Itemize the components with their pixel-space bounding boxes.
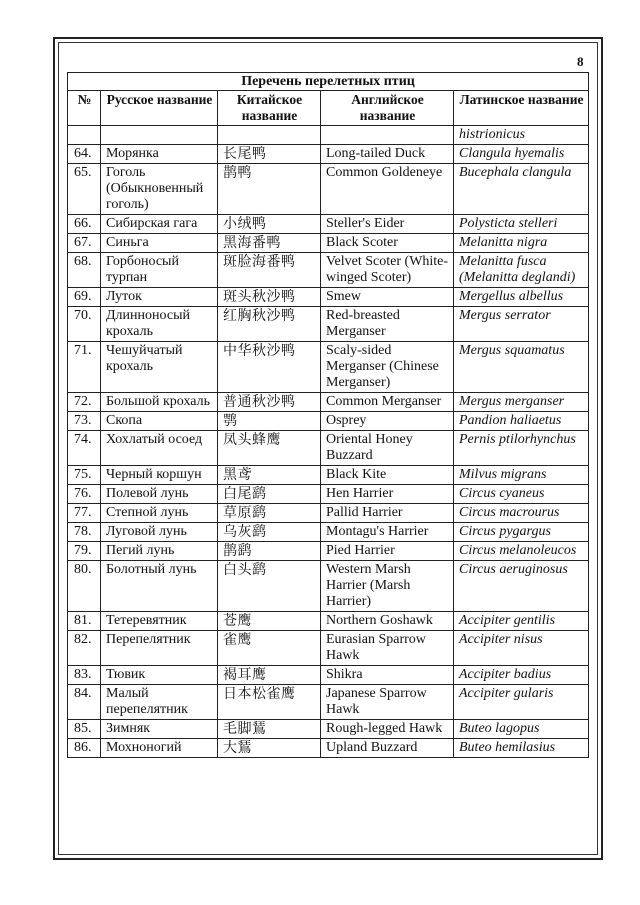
table-row [68, 542, 589, 561]
cell-russian: Синьга [101, 234, 218, 253]
cell-chinese: 斑头秋沙鸭 [218, 288, 321, 307]
cell-latin: Melanitta fusca (Melanitta deglandi) [454, 253, 589, 288]
table-row [68, 215, 589, 234]
cell-latin: Buteo lagopus [454, 720, 589, 739]
cell-num: 81. [68, 612, 101, 631]
cell-russian: Тетеревятник [101, 612, 218, 631]
cell-english: Upland Buzzard [321, 739, 454, 758]
cell-russian: Горбоносый турпан [101, 253, 218, 288]
cell-chinese: 乌灰鹞 [218, 523, 321, 542]
cell-chinese: 白尾鹞 [218, 485, 321, 504]
table-row [68, 485, 589, 504]
cell-russian: Мохноногий [101, 739, 218, 758]
cell-chinese: 白头鹞 [218, 561, 321, 612]
table-row [68, 523, 589, 542]
header-latin: Латинское название [454, 91, 589, 126]
cell-latin: Accipiter gularis [454, 685, 589, 720]
cell-num: 74. [68, 431, 101, 466]
cell-chinese [218, 126, 321, 145]
table-row [68, 342, 589, 393]
cell-english: Eurasian Sparrow Hawk [321, 631, 454, 666]
cell-english: Steller's Eider [321, 215, 454, 234]
cell-english [321, 126, 454, 145]
table-row [68, 561, 589, 612]
cell-english: Hen Harrier [321, 485, 454, 504]
cell-latin: Circus aeruginosus [454, 561, 589, 612]
cell-russian: Большой крохаль [101, 393, 218, 412]
cell-latin: histrionicus [454, 126, 589, 145]
cell-english: Rough-legged Hawk [321, 720, 454, 739]
table-row [68, 164, 589, 215]
table-row [68, 466, 589, 485]
header-num: № [68, 91, 101, 126]
cell-num: 82. [68, 631, 101, 666]
cell-russian: Степной лунь [101, 504, 218, 523]
cell-latin: Mergellus albellus [454, 288, 589, 307]
cell-english: Oriental Honey Buzzard [321, 431, 454, 466]
cell-chinese: 红胸秋沙鸭 [218, 307, 321, 342]
cell-chinese: 鹊鹞 [218, 542, 321, 561]
cell-num: 76. [68, 485, 101, 504]
cell-latin: Circus macrourus [454, 504, 589, 523]
cell-chinese: 黑鸢 [218, 466, 321, 485]
table-header-row [68, 91, 589, 126]
cell-russian: Сибирская гага [101, 215, 218, 234]
cell-latin: Bucephala clangula [454, 164, 589, 215]
cell-latin: Mergus squamatus [454, 342, 589, 393]
table-row [68, 685, 589, 720]
cell-russian: Чешуйчатый крохаль [101, 342, 218, 393]
cell-num: 80. [68, 561, 101, 612]
cell-english: Osprey [321, 412, 454, 431]
page-number: 8 [577, 54, 584, 69]
cell-chinese: 黑海番鸭 [218, 234, 321, 253]
cell-chinese: 日本松雀鹰 [218, 685, 321, 720]
cell-latin: Circus pygargus [454, 523, 589, 542]
cell-russian: Луговой лунь [101, 523, 218, 542]
cell-latin: Pandion haliaetus [454, 412, 589, 431]
cell-russian: Пегий лунь [101, 542, 218, 561]
table-row [68, 253, 589, 288]
cell-num: 64. [68, 145, 101, 164]
table-row [68, 666, 589, 685]
cell-english: Japanese Sparrow Hawk [321, 685, 454, 720]
cell-english: Velvet Scoter (White-winged Scoter) [321, 253, 454, 288]
cell-russian: Гоголь (Обыкновенный гоголь) [101, 164, 218, 215]
table-row [68, 504, 589, 523]
cell-chinese: 毛脚鵟 [218, 720, 321, 739]
cell-latin: Accipiter badius [454, 666, 589, 685]
cell-num: 77. [68, 504, 101, 523]
table-caption: Перечень перелетных птиц [68, 73, 589, 91]
table-row [68, 631, 589, 666]
cell-english: Scaly-sided Merganser (Chinese Merganser) [321, 342, 454, 393]
cell-english: Red-breasted Merganser [321, 307, 454, 342]
cell-russian: Малый перепелятник [101, 685, 218, 720]
cell-num: 78. [68, 523, 101, 542]
cell-latin: Accipiter nisus [454, 631, 589, 666]
cell-num: 66. [68, 215, 101, 234]
cell-chinese: 褐耳鹰 [218, 666, 321, 685]
cell-num: 84. [68, 685, 101, 720]
cell-russian: Болотный лунь [101, 561, 218, 612]
cell-chinese: 长尾鸭 [218, 145, 321, 164]
cell-english: Smew [321, 288, 454, 307]
cell-num: 71. [68, 342, 101, 393]
cell-latin: Circus melanoleucos [454, 542, 589, 561]
header-russian: Русское название [101, 91, 218, 126]
table-row [68, 307, 589, 342]
cell-latin: Accipiter gentilis [454, 612, 589, 631]
table-row [68, 412, 589, 431]
cell-russian: Черный коршун [101, 466, 218, 485]
cell-english: Montagu's Harrier [321, 523, 454, 542]
cell-num: 79. [68, 542, 101, 561]
table-row [68, 612, 589, 631]
cell-russian: Скопа [101, 412, 218, 431]
cell-num: 73. [68, 412, 101, 431]
cell-english: Shikra [321, 666, 454, 685]
table-row [68, 739, 589, 758]
cell-num: 75. [68, 466, 101, 485]
cell-latin: Mergus merganser [454, 393, 589, 412]
cell-num: 70. [68, 307, 101, 342]
cell-latin: Mergus serrator [454, 307, 589, 342]
cell-latin: Clangula hyemalis [454, 145, 589, 164]
cell-num: 67. [68, 234, 101, 253]
cell-russian: Морянка [101, 145, 218, 164]
cell-english: Northern Goshawk [321, 612, 454, 631]
cell-chinese: 斑脸海番鸭 [218, 253, 321, 288]
cell-num: 85. [68, 720, 101, 739]
cell-chinese: 普通秋沙鸭 [218, 393, 321, 412]
cell-num: 83. [68, 666, 101, 685]
cell-chinese: 苍鹰 [218, 612, 321, 631]
cell-russian: Зимняк [101, 720, 218, 739]
cell-english: Long-tailed Duck [321, 145, 454, 164]
cell-chinese: 草原鹞 [218, 504, 321, 523]
cell-russian: Длинноносый крохаль [101, 307, 218, 342]
cell-chinese: 鹊鸭 [218, 164, 321, 215]
cell-russian: Хохлатый осоед [101, 431, 218, 466]
header-chinese: Китайское название [218, 91, 321, 126]
header-english: Английское название [321, 91, 454, 126]
cell-english: Black Kite [321, 466, 454, 485]
cell-latin: Milvus migrans [454, 466, 589, 485]
cell-russian: Перепелятник [101, 631, 218, 666]
cell-english: Pied Harrier [321, 542, 454, 561]
cell-num [68, 126, 101, 145]
cell-num: 86. [68, 739, 101, 758]
migratory-birds-table [67, 72, 589, 758]
cell-english: Pallid Harrier [321, 504, 454, 523]
cell-latin: Pernis ptilorhynchus [454, 431, 589, 466]
table-row [68, 288, 589, 307]
table-row [68, 431, 589, 466]
cell-chinese: 雀鹰 [218, 631, 321, 666]
table-row [68, 234, 589, 253]
cell-chinese: 中华秋沙鸭 [218, 342, 321, 393]
cell-english: Black Scoter [321, 234, 454, 253]
cell-russian [101, 126, 218, 145]
cell-latin: Melanitta nigra [454, 234, 589, 253]
cell-russian: Полевой лунь [101, 485, 218, 504]
cell-latin: Circus cyaneus [454, 485, 589, 504]
cell-english: Common Merganser [321, 393, 454, 412]
cell-chinese: 凤头蜂鹰 [218, 431, 321, 466]
cell-chinese: 小绒鸭 [218, 215, 321, 234]
cell-english: Western Marsh Harrier (Marsh Harrier) [321, 561, 454, 612]
table-row [68, 720, 589, 739]
cell-num: 68. [68, 253, 101, 288]
table-row [68, 145, 589, 164]
cell-chinese: 大鵟 [218, 739, 321, 758]
cell-russian: Тювик [101, 666, 218, 685]
cell-num: 72. [68, 393, 101, 412]
cell-russian: Луток [101, 288, 218, 307]
cell-latin: Polysticta stelleri [454, 215, 589, 234]
cell-num: 65. [68, 164, 101, 215]
cell-num: 69. [68, 288, 101, 307]
table-row-carryover [68, 126, 589, 145]
cell-english: Common Goldeneye [321, 164, 454, 215]
cell-chinese: 鹗 [218, 412, 321, 431]
table-row [68, 393, 589, 412]
cell-latin: Buteo hemilasius [454, 739, 589, 758]
